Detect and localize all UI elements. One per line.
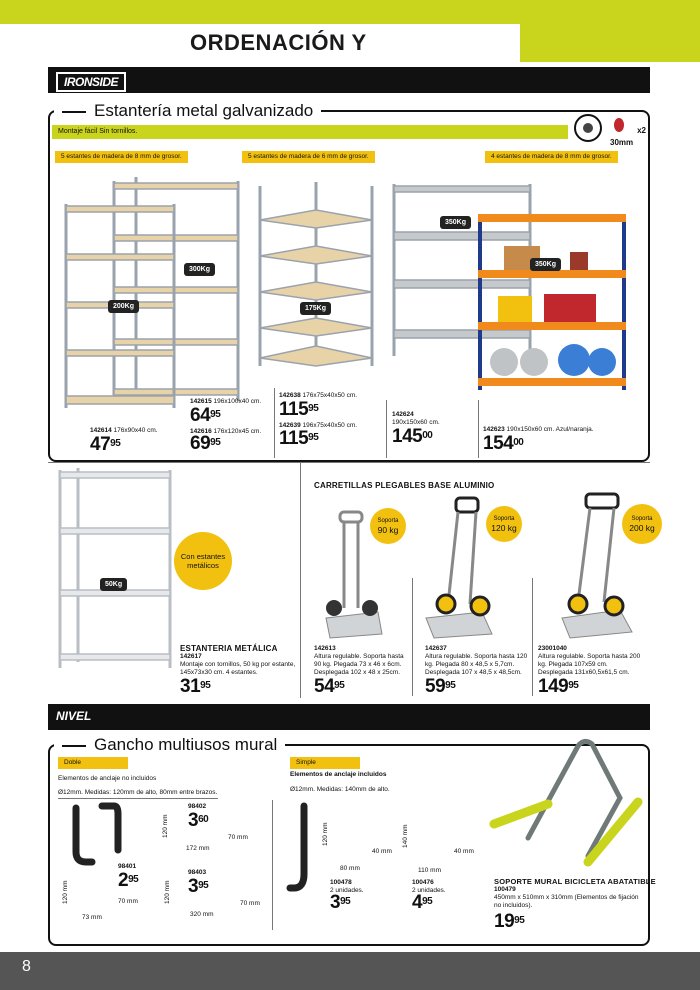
cart-capacity-badge-3: Soporta 200 kg <box>622 504 662 544</box>
product-code: 100479 <box>494 886 516 893</box>
dim-height: 120 mm <box>162 814 169 838</box>
product-desc: Altura regulable. Soporta hasta 200 kg. Plegada 107x59 cm. Desplegada 131x60,5x61,5 cm. <box>538 653 641 676</box>
metal-shelf-illustration <box>56 466 176 672</box>
product-price: $3^{95}$ <box>330 892 351 913</box>
shelf-illustration-orange <box>474 210 630 394</box>
product-code: 142637 <box>425 645 447 652</box>
product-price: $69^{95}$ <box>190 433 221 454</box>
metal-shelves-badge <box>174 532 232 590</box>
shelf-tag-3: 4 estantes de madera de 8 mm de grosor. <box>485 151 618 163</box>
product-code: 98401 <box>118 863 137 870</box>
product-price: $115^{95}$ <box>279 399 319 420</box>
dim-width: 110 mm <box>418 867 441 874</box>
product-code: 23001040 <box>538 645 567 652</box>
dim-width: 320 mm <box>190 911 214 918</box>
dim-height: 120 mm <box>164 880 171 904</box>
product-code: 142638 176x75x40x50 cm. <box>279 392 358 399</box>
nivel-logo: NIVEL <box>56 709 92 723</box>
shelf-spacing-badge <box>606 114 646 148</box>
divider <box>48 462 650 463</box>
shelf-tag-1: 5 estantes de madera de 8 mm de grosor. <box>55 151 188 163</box>
shelf-tag-2: 5 estantes de madera de 6 mm de grosor. <box>242 151 375 163</box>
dim-width: 73 mm <box>82 914 102 921</box>
product-price: $54^{95}$ <box>314 676 345 697</box>
product-code: 142617 <box>180 653 202 660</box>
badge-count: x2 <box>637 126 646 135</box>
product-price: $3^{95}$ <box>188 876 209 897</box>
dim-height: 120 mm <box>62 880 69 904</box>
product-code: 100476 2 unidades. <box>412 879 446 894</box>
weight-badge-350-a: 350Kg <box>440 216 471 229</box>
doble-spec: Ø12mm. Medidas: 120mm de alto, 80mm entre brazos. <box>58 789 218 796</box>
footer-bar <box>0 952 700 990</box>
carts-title: CARRETILLAS PLEGABLES BASE ALUMINIO <box>314 481 495 490</box>
product-code: 142623 190x150x60 cm. Azul/naranja. <box>483 426 594 433</box>
dim-height: 140 mm <box>402 824 409 848</box>
page-number: 8 <box>22 958 31 975</box>
ironside-logo: IRONSIDE <box>56 72 126 92</box>
simple-tag: Simple <box>290 757 360 769</box>
product-code: 142639 196x75x40x50 cm. <box>279 422 358 429</box>
simple-spec: Ø12mm. Medidas: 140mm de alto. <box>290 786 390 793</box>
metal-shelves-badge-text: Con estantes metálicos <box>180 552 226 570</box>
screw-icon <box>583 123 593 133</box>
product-price: $145^{00}$ <box>392 426 433 447</box>
doble-note: Elementos de anclaje no incluidos <box>58 775 157 782</box>
product-code: 142616 176x120x45 cm. <box>190 428 262 435</box>
bike-mount-illustration <box>488 738 648 870</box>
divider <box>478 400 479 458</box>
dim-width: 80 mm <box>340 865 360 872</box>
divider <box>300 462 301 698</box>
product-price: $64^{95}$ <box>190 405 221 426</box>
no-screws-badge <box>574 114 602 142</box>
hooks-section-title: Gancho multiusos mural <box>54 735 285 755</box>
shelf-illustration-corner <box>254 180 378 370</box>
product-price: $2^{95}$ <box>118 870 139 891</box>
product-code: 98402 <box>188 803 207 810</box>
dim-depth: 70 mm <box>118 898 138 905</box>
product-price: $19^{95}$ <box>494 911 525 932</box>
divider <box>412 578 413 696</box>
badge-size: 30mm <box>610 138 634 147</box>
ironside-brand-bar <box>48 67 650 93</box>
divider <box>58 798 218 799</box>
dim-depth: 70 mm <box>228 834 248 841</box>
metal-shelf-name: ESTANTERIA METÁLICA <box>180 644 278 653</box>
double-hook-icon <box>62 800 126 870</box>
dim-depth: 70 mm <box>240 900 260 907</box>
weight-badge-350-b: 350Kg <box>530 258 561 271</box>
weight-badge-50: 50Kg <box>100 578 127 591</box>
product-desc: Montaje con tornillos, 50 kg por estante, 145x73x30 cm. 4 estantes. <box>180 661 296 676</box>
cart-capacity-badge-1: Soporta 90 kg <box>370 508 406 544</box>
nivel-brand-bar <box>48 704 650 730</box>
weight-badge-175: 175Kg <box>300 302 331 315</box>
product-price: $154^{00}$ <box>483 433 524 454</box>
weight-badge-300: 300Kg <box>184 263 215 276</box>
dim-depth: 40 mm <box>454 848 474 855</box>
product-desc: Altura regulable. Soporta hasta 90 kg. Plegada 73 x 46 x 6cm. Desplegada 102 x 48 x 25cm. <box>314 653 404 676</box>
product-price: $115^{95}$ <box>279 428 319 449</box>
product-desc: Altura regulable. Soporta hasta 120 kg. Plegada 80 x 48,5 x 5,7cm. Desplegada 107 x 48,5 x 48,5cm. <box>425 653 528 676</box>
bike-mount-name: SOPORTE MURAL BICICLETA ABATATIBLE <box>494 877 656 886</box>
product-price: $149^{95}$ <box>538 676 579 697</box>
dim-height: 120 mm <box>322 822 329 846</box>
dim-width: 172 mm <box>186 845 210 852</box>
product-code: 142624 190x150x60 cm. <box>392 411 440 426</box>
cart-capacity-badge-2: Soporta 120 kg <box>486 506 522 542</box>
doble-tag: Doble <box>58 757 128 769</box>
simple-note: Elementos de anclaje incluidos <box>290 771 387 778</box>
divider <box>386 400 387 458</box>
assembly-strip: Montaje fácil Sin tornillos. <box>52 125 568 139</box>
product-code: 142614 176x90x40 cm. <box>90 427 158 434</box>
divider <box>532 578 533 696</box>
product-code: 100478 2 unidades. <box>330 879 364 894</box>
shelving-section-title: Estantería metal galvanizado <box>54 101 321 121</box>
weight-badge-200: 200Kg <box>108 300 139 313</box>
peg-icon <box>614 118 624 132</box>
product-price: $47^{95}$ <box>90 434 121 455</box>
product-price: $3^{60}$ <box>188 810 209 831</box>
divider <box>272 800 273 930</box>
product-code: 98403 <box>188 869 207 876</box>
divider <box>274 388 275 458</box>
page-title: ORDENACIÓN Y <box>0 24 520 62</box>
single-hook-icon <box>284 802 320 898</box>
product-price: $4^{95}$ <box>412 892 433 913</box>
product-price: $59^{95}$ <box>425 676 456 697</box>
product-code: 142613 <box>314 645 336 652</box>
dim-depth: 40 mm <box>372 848 392 855</box>
product-price: $31^{95}$ <box>180 676 211 697</box>
product-desc: 450mm x 510mm x 310mm (Elementos de fijación no incluidos). <box>494 894 639 909</box>
product-code: 142615 196x100x40 cm. <box>190 398 262 405</box>
